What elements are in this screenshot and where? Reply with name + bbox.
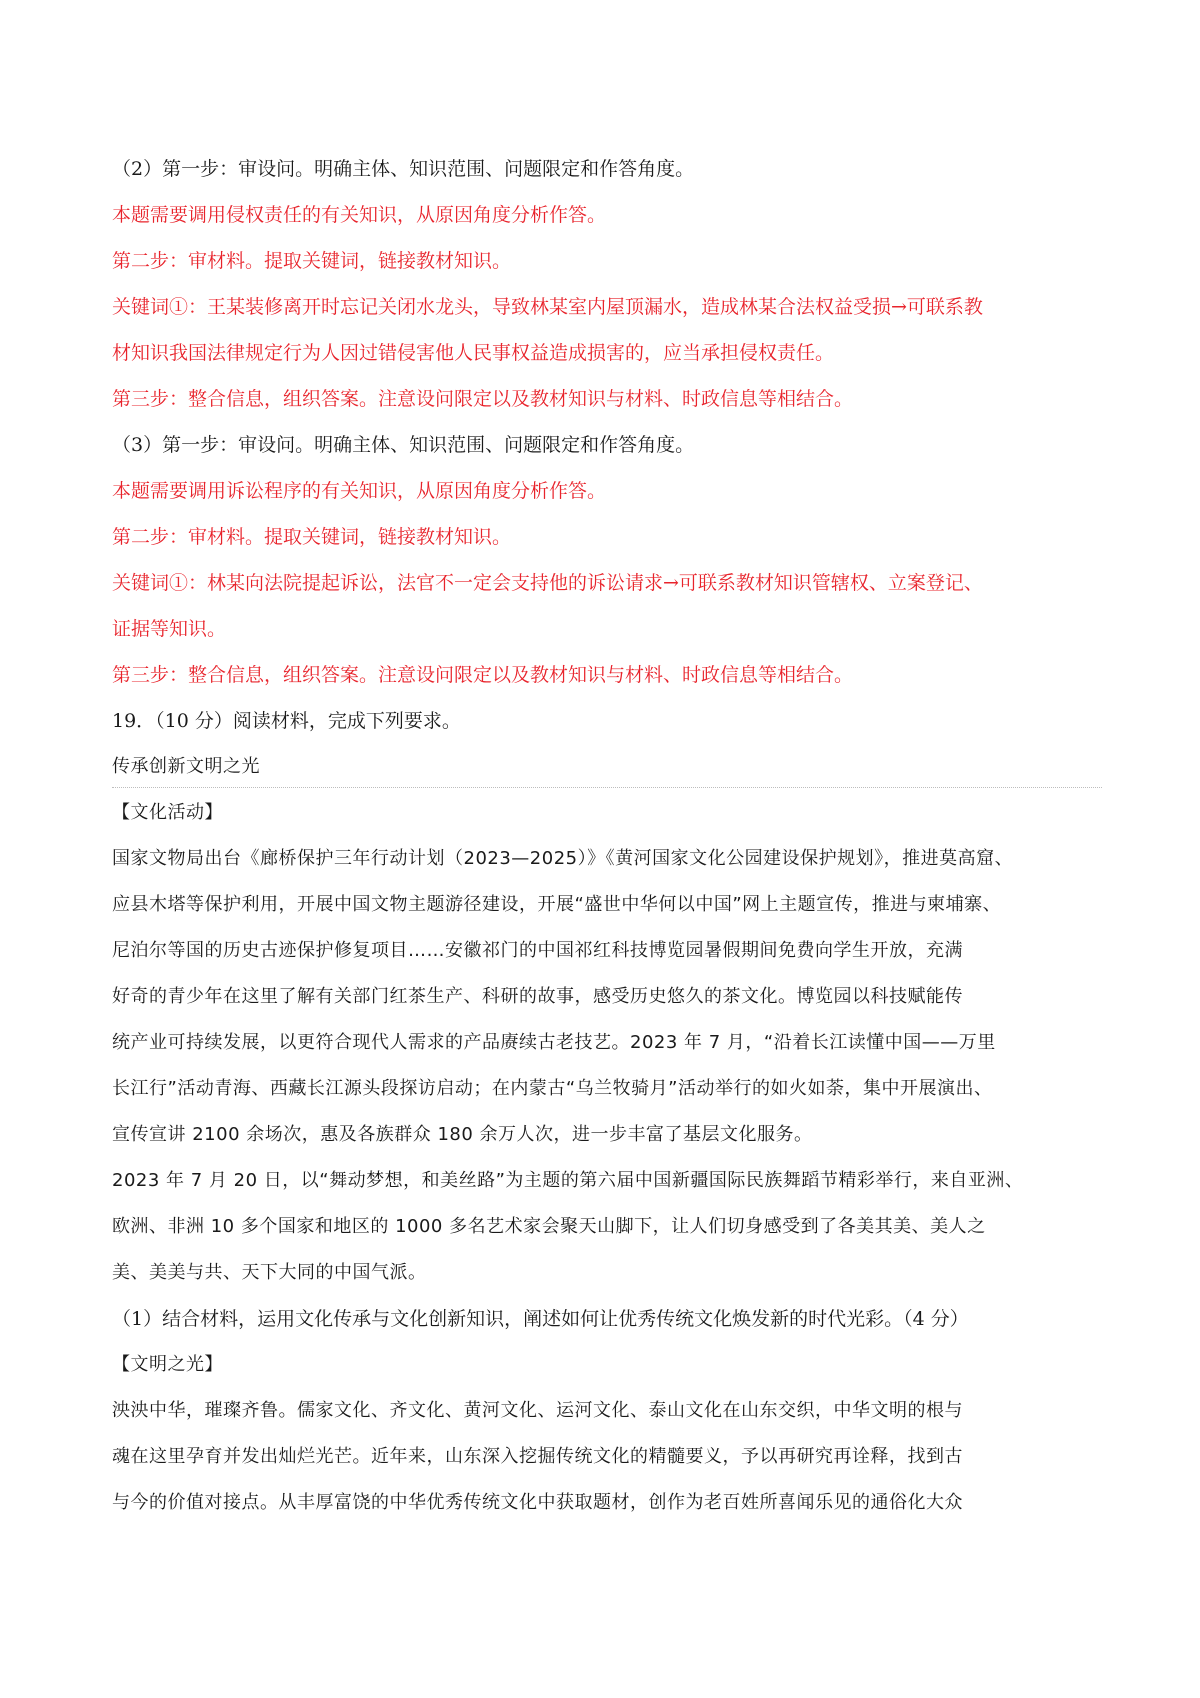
question-19-theme: 传承创新文明之光 (112, 756, 260, 777)
q2-step1-line: （2）第一步：审设问。明确主体、知识范围、问题限定和作答角度。 (112, 158, 695, 180)
dotted-divider (112, 787, 1102, 788)
material-line: 长江行”活动青海、西藏长江源头段探访启动；在内蒙古“乌兰牧骑月”活动举行的如火如荼，集中开展演出、 (112, 1078, 993, 1099)
material-line: 2023 年 7 月 20 日，以“舞动梦想，和美丝路”为主题的第六届中国新疆国际民族舞蹈节精彩举行，来自亚洲、 (112, 1170, 1024, 1191)
material-line: 好奇的青少年在这里了解有关部门红茶生产、科研的故事，感受历史悠久的茶文化。博览园以科技赋能传 (112, 986, 963, 1007)
material-line: 统产业可持续发展，以更符合现代人需求的产品赓续古老技艺。2023 年 7 月，“沿着长江读懂中国——万里 (112, 1032, 996, 1053)
q2-scope-line: 本题需要调用侵权责任的有关知识，从原因角度分析作答。 (112, 204, 607, 226)
material-line: 美、美美与共、天下大同的中国气派。 (112, 1262, 427, 1283)
material-line: 泱泱中华，璀璨齐鲁。儒家文化、齐文化、黄河文化、运河文化、泰山文化在山东交织，中华文明的根与 (112, 1400, 963, 1421)
material-line: 与今的价值对接点。从丰厚富饶的中华优秀传统文化中获取题材，创作为老百姓所喜闻乐见的通俗化大众 (112, 1492, 963, 1513)
q2-keyword-line-2: 材知识我国法律规定行为人因过错侵害他人民事权益造成损害的，应当承担侵权责任。 (112, 342, 835, 364)
q3-step2-line: 第二步：审材料。提取关键词，链接教材知识。 (112, 526, 512, 548)
q2-step2-line: 第二步：审材料。提取关键词，链接教材知识。 (112, 250, 512, 272)
material-line: 国家文物局出台《廊桥保护三年行动计划（2023—2025）》《黄河国家文化公园建设保护规划》，推进莫高窟、 (112, 848, 1014, 869)
section-heading-civilization-light: 【文明之光】 (112, 1354, 223, 1375)
material-line: 宣传宣讲 2100 余场次，惠及各族群众 180 余万人次，进一步丰富了基层文化服务。 (112, 1124, 813, 1145)
q2-step3-line: 第三步：整合信息，组织答案。注意设问限定以及教材知识与材料、时政信息等相结合。 (112, 388, 854, 410)
section-heading-culture-activities: 【文化活动】 (112, 802, 223, 823)
material-line: 魂在这里孕育并发出灿烂光芒。近年来，山东深入挖掘传统文化的精髓要义，予以再研究再诠释，找到古 (112, 1446, 963, 1467)
q3-keyword-line-2: 证据等知识。 (112, 618, 227, 640)
material-line: 应县木塔等保护利用，开展中国文物主题游径建设，开展“盛世中华何以中国”网上主题宣传，推进与柬埔寨、 (112, 894, 1002, 915)
q3-step3-line: 第三步：整合信息，组织答案。注意设问限定以及教材知识与材料、时政信息等相结合。 (112, 664, 854, 686)
q3-scope-line: 本题需要调用诉讼程序的有关知识，从原因角度分析作答。 (112, 480, 607, 502)
material-line: 欧洲、非洲 10 多个国家和地区的 1000 多名艺术家会聚天山脚下，让人们切身感受到了各美其美、美人之 (112, 1216, 986, 1237)
material-line: 尼泊尔等国的历史古迹保护修复项目……安徽祁门的中国祁红科技博览园暑假期间免费向学生开放，充满 (112, 940, 963, 961)
q3-keyword-line-1: 关键词①：林某向法院提起诉讼，法官不一定会支持他的诉讼请求→可联系教材知识管辖权、立案登记、 (112, 572, 983, 594)
question-19-title: 19．（10 分）阅读材料，完成下列要求。 (112, 710, 461, 732)
q3-step1-line: （3）第一步：审设问。明确主体、知识范围、问题限定和作答角度。 (112, 434, 695, 456)
sub-question-1: （1）结合材料，运用文化传承与文化创新知识，阐述如何让优秀传统文化焕发新的时代光彩。（4 分） (112, 1308, 969, 1330)
q2-keyword-line-1: 关键词①：王某装修离开时忘记关闭水龙头，导致林某室内屋顶漏水，造成林某合法权益受损→可联系教 (112, 296, 983, 318)
